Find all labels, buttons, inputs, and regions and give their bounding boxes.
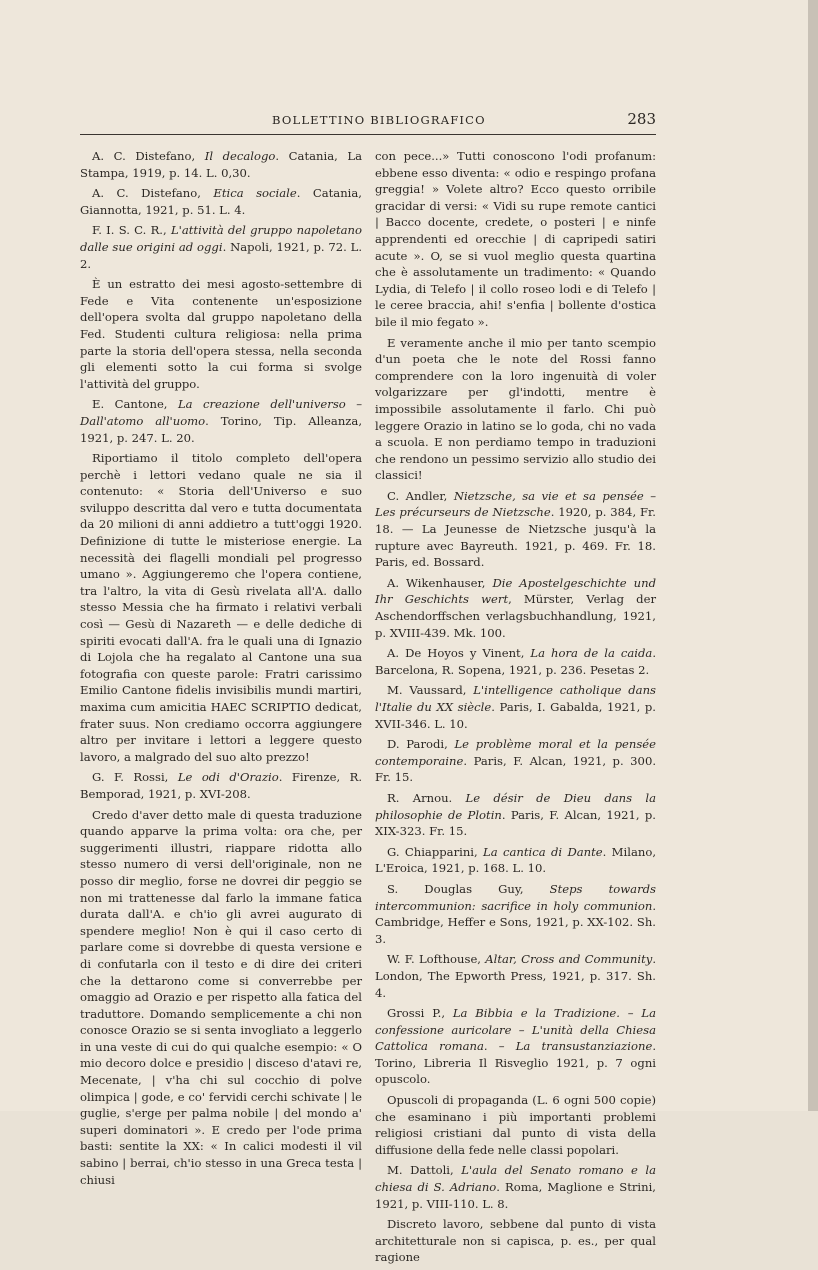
entry-author: A. De Hoyos y Vinent,	[387, 646, 531, 661]
bibliography-entry	[80, 396, 362, 446]
page-spine-edge	[808, 0, 818, 1111]
entry-title: Il decalogo	[204, 149, 276, 163]
entry-author: A. Wikenhauser,	[387, 575, 493, 590]
entry-title: La creazione dell'universo – Dall'atomo all'uomo	[80, 397, 363, 428]
entry-publication: . Torino, Libreria Il Risveglio 1921, p. 7 ogni opuscolo.	[375, 1039, 656, 1087]
entry-title: La hora de la caida	[530, 646, 653, 661]
entry-publication: . Cambridge, Heffer e Sons, 1921, p. XX-102. Sh. 3.	[375, 898, 656, 946]
bibliography-entry	[375, 881, 656, 947]
bibliography-entry	[375, 1005, 656, 1088]
bibliography-entry	[80, 148, 362, 181]
review-paragraph: È un estratto dei mesi agosto-settembre di Fede e Vita contenente un'esposizione dell'opera svolta dal gruppo napoletano della Fed. Studenti cultura religiosa: nella prima parte la storia dell'opera stessa, nella seconda gli elementi sotto la cui forma si svolge l'attività del gruppo.	[80, 277, 362, 391]
review-paragraph: E veramente anche il mio per tanto scempio d'un poeta che le note del Rossi fanno comprendere con la loro ingenuità di voler volgarizzare per gl'indotti, mentre è impossibile assolutamente il farlo. Chi può leggere Orazio in latino se lo goda, chi no vada a scuola. E non perdiamo tempo in traduzioni che rendono un pessimo servizio allo studio dei classici!	[375, 335, 656, 483]
bibliography-entry	[375, 790, 656, 840]
entry-publication: . Barcelona, R. Sopena, 1921, p. 236. Pesetas 2.	[375, 646, 656, 677]
bibliography-entry	[80, 185, 362, 218]
entry-publication: . 1920, p. 384, Fr. 18. — La Jeunesse de Nietzsche jusqu'à la rupture avec Bayreuth. 1921, p. 469. Fr. 18. Paris, ed. Bossard.	[375, 505, 656, 570]
entry-author: G. F. Rossi,	[92, 770, 178, 785]
entry-title: Le odi d'Orazio	[177, 770, 279, 785]
entry-title: Nietzsche, sa vie et sa pensée – Les précurseurs de Nietzsche	[375, 488, 656, 520]
bibliography-entry	[375, 682, 656, 732]
entry-publication: . Paris, F. Alcan, 1921, p. XIX-323. Fr. 15.	[375, 807, 656, 839]
entry-author: S. Douglas Guy,	[387, 881, 550, 896]
right-column	[375, 148, 656, 1270]
entry-title: La cantica di Dante	[483, 844, 603, 859]
page-number: 283	[627, 110, 656, 128]
entry-title: L'intelligence catholique dans l'Italie du XX siècle	[375, 683, 656, 714]
entry-author: F. I. S. C. R.,	[92, 223, 171, 238]
left-column	[80, 148, 362, 1192]
entry-title: L'attività del gruppo napoletano dalle sue origini ad oggi	[80, 223, 362, 254]
running-title: BOLLETTINO BIBLIOGRAFICO	[272, 113, 486, 127]
bibliography-entry	[80, 769, 362, 802]
review-paragraph: Credo d'aver detto male di questa traduzione quando apparve la prima volta: ora che, per suggerimenti illustri, riappare ridotta allo stesso numero di versi dell'originale, non ne posso dir meglio, forse ne dovrei dir peggio se non mi trattenesse dal farlo la immane fatica durata dall'A. e ch'io gli avrei augurato di spendere meglio! Non è qui il caso certo di parlare come si dovrebbe di questa versione e di confutarla con il testo e di dire dei criteri che la dettarono come si converrebbe per omaggio ad Orazio e per rispetto alla fatica del traduttore. Domando semplicemente a chi non conosce Orazio se si senta invogliato a leggerlo in una veste di cui do qui qualche esempio: « O mio decoro dolce e presidio | disceso d'atavi re, Mecenate, | v'ha chi sul cocchio di polve olimpica | gode, e co' fervidi cerchi schivate | le guglie, s'erge per palma nobile | del mondo a' superi dominatori ». E credo per l'ode prima basti: sentite la XX: « In calici modesti il vil sabino | berrai, ch'io stesso in una Greca testa | chiusi	[80, 807, 362, 1187]
entry-publication: . Torino, Tip. Alleanza, 1921, p. 247. L. 20.	[80, 413, 362, 445]
entry-author: D. Parodi,	[387, 737, 455, 752]
entry-author: M. Vaussard,	[387, 683, 474, 698]
entry-author: M. Dattoli,	[387, 1163, 462, 1178]
entry-author: A. C. Distefano,	[92, 149, 205, 163]
bibliography-entry	[80, 222, 362, 272]
entry-publication: . Roma, Maglione e Strini, 1921, p. VIII-110. L. 8.	[375, 1180, 656, 1211]
entry-title: Le problème moral et la pensée contemporaine	[375, 737, 656, 768]
page-header	[80, 110, 656, 135]
bibliography-entry	[375, 488, 656, 571]
bibliography-entry	[375, 645, 656, 678]
entry-publication: . Paris, I. Gabalda, 1921, p. XVII-346. L. 10.	[375, 700, 656, 731]
bibliography-entry	[375, 1162, 656, 1212]
entry-author: E. Cantone,	[92, 397, 178, 412]
review-paragraph: Opuscoli di propaganda (L. 6 ogni 500 copie) che esaminano i più importanti problemi religiosi cristiani dal punto di vista della diffusione della fede nelle classi popolari.	[375, 1093, 656, 1157]
review-paragraph: Discreto lavoro, sebbene dal punto di vista architetturale non si capisca, p. es., per qual ragione	[375, 1217, 656, 1265]
entry-publication: . London, The Epworth Press, 1921, p. 317. Sh. 4.	[375, 952, 656, 1000]
entry-publication: . Paris, F. Alcan, 1921, p. 300. Fr. 15.	[375, 753, 656, 785]
entry-publication: . Napoli, 1921, p. 72. L. 2.	[80, 239, 363, 271]
entry-author: C. Andler,	[387, 488, 454, 503]
bibliography-entry	[375, 844, 656, 877]
entry-author: W. F. Lofthouse,	[387, 952, 486, 967]
review-paragraph: Riportiamo il titolo completo dell'opera perchè i lettori vedano quale ne sia il contenuto: « Storia dell'Universo e suo sviluppo descritta dal vero e tutta documentata da 20 milioni di anni addietro a tutt'oggi 1920. Definizione di tutte le misteriose energie. La necessità dei flagelli mondiali pel progresso umano ». Aggiungeremo che l'opera contiene, tra l'altro, la vita di Gesù rivelata all'A. dallo stesso Messia che ha firmato i relativi verbali così — Gesù di Nazareth — e delle dediche di spiriti evocati dall'A. fra le quali una di Ignazio di Lojola che ha regalato al Cantone una sua fotografia con queste parole: Fratri carissimo Emilio Cantone fidelis invisibilis mundi martiri, maxima cum amicitia HAEC SCRIPTIO dedicat, frater suus. Non crediamo occorra aggiungere altro per invitare i lettori a leggere questo lavoro, a malgrado del suo alto prezzo!	[80, 451, 362, 764]
entry-title: L'aula del Senato romano e la chiesa di S. Adriano	[375, 1163, 656, 1195]
entry-publication: . Milano, L'Eroica, 1921, p. 168. L. 10.	[375, 844, 657, 876]
bibliography-entry	[375, 575, 656, 641]
entry-title: Steps towards intercommunion: sacrifice in holy communion	[375, 881, 656, 913]
bibliography-entry	[375, 951, 656, 1001]
bibliography-entry	[375, 736, 656, 786]
entry-title: La Bibbia e la Tradizione. – La confessione auricolare – L'unità della Chiesa Cattolica romana. – La transustanziazione	[375, 1006, 656, 1054]
entry-title: Le désir de Dieu dans la philosophie de Plotin	[375, 790, 656, 822]
entry-author: G. Chiapparini,	[387, 844, 484, 859]
entry-publication: . Firenze, R. Bemporad, 1921, p. XVI-208.	[80, 770, 363, 801]
entry-title: Altar, Cross and Community	[485, 952, 653, 967]
review-paragraph: con pece...» Tutti conoscono l'odi profanum: ebbene esso diventa: « odio e respingo profana greggia! » Volete altro? Ecco questo orribile gracidar di versi: « Vidi su rupe remote cantici | Bacco docente, credete, o posteri | e ninfe apprendenti ed orecchie | di capripedi satiri acute ». O, se si vuol meglio questa quartina che è assolutamente un tradimento: « Quando Lydia, di Telefo | il collo roseo lodi e di Telefo | le ceree braccia, ahi! s'enfia | bollente d'ostica bile il mio fegato ».	[375, 149, 656, 329]
entry-publication: . Catania, Giannotta, 1921, p. 51. L. 4.	[80, 186, 362, 217]
entry-title: Etica sociale	[213, 186, 297, 201]
entry-author: Grossi P.,	[387, 1006, 453, 1021]
entry-publication: . Catania, La Stampa, 1919, p. 14. L. 0,30.	[80, 149, 362, 180]
entry-publication: , Mürster, Verlag der Aschendorffschen verlagsbuchhandlung, 1921, p. XVIII-439. Mk. 100.	[375, 592, 656, 640]
entry-author: R. Arnou.	[387, 790, 466, 805]
entry-title: Die Apostelgeschichte und Ihr Geschichts wert	[375, 575, 656, 607]
entry-author: A. C. Distefano,	[92, 186, 214, 201]
